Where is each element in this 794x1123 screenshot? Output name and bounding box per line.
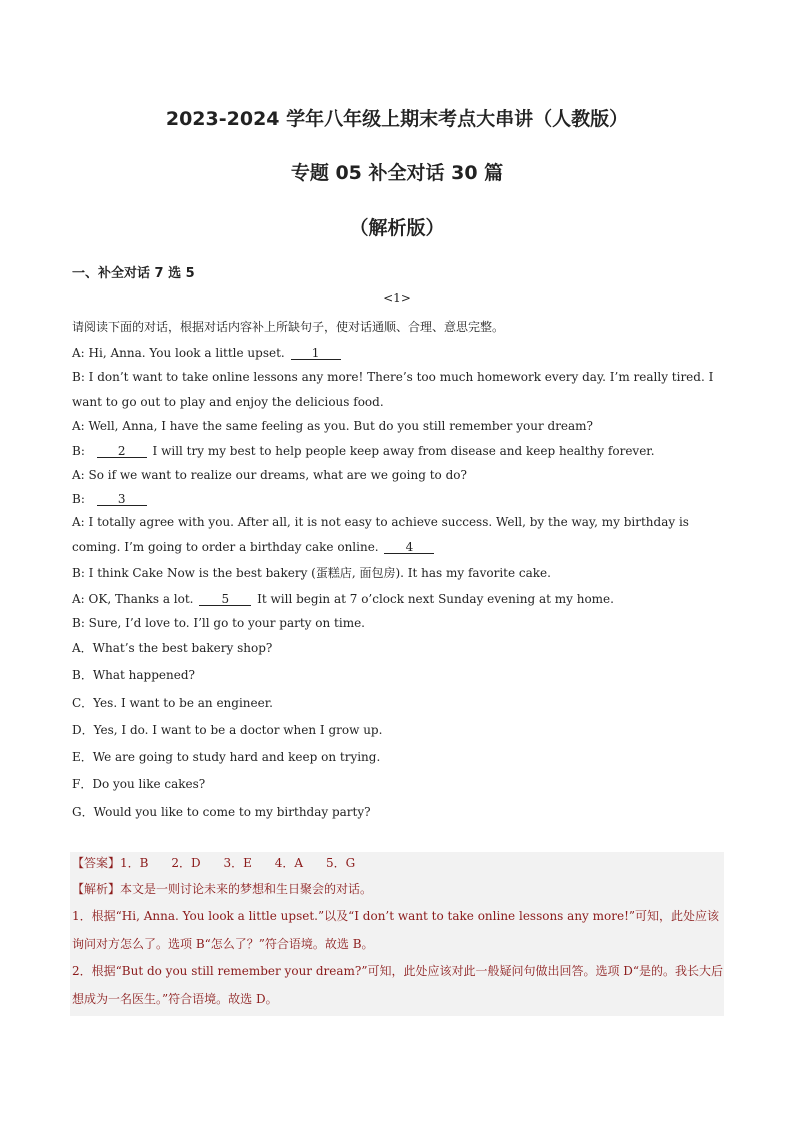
option-g: G．Would you like to come to my birthday party? [72, 805, 371, 819]
section-heading: 一、补全对话 7 选 5 [72, 266, 195, 281]
analysis-tag: 【解析】 [72, 882, 121, 896]
dialogue-line-6 [72, 492, 722, 506]
dialogue-line-1 [72, 346, 722, 360]
option-b: B．What happened? [72, 668, 195, 682]
document-title: 2023-2024 学年八年级上期末考点大串讲（人教版） [165, 108, 629, 130]
answer-blank-2: 2 [97, 445, 147, 458]
option-d: D．Yes, I do. I want to be a doctor when I grow up. [72, 723, 383, 737]
dialogue-text: A: Hi, Anna. You look a little upset. [72, 346, 285, 360]
speaker-label: B: [72, 492, 85, 506]
dialogue-line-8: B: I think Cake Now is the best bakery (蛋糕店, 面包房). It has my favorite cake. [72, 566, 551, 580]
analysis-summary: 本文是一则讨论未来的梦想和生日聚会的对话。 [120, 882, 373, 896]
dialogue-text: A: I totally agree with you. After all, it is not easy to achieve success. Well, by the way, my birthday is coming. I’m going to order a birthday cake online. [72, 515, 689, 554]
document-subtitle: 专题 05 补全对话 30 篇 [290, 162, 504, 184]
dialogue-line-9 [72, 592, 722, 606]
option-f: F．Do you like cakes? [72, 777, 206, 791]
answer-blank-5: 5 [199, 593, 251, 606]
option-a: A．What’s the best bakery shop? [72, 641, 273, 655]
analysis-line [72, 882, 724, 896]
item-number: <1> [383, 291, 411, 305]
option-e: E．We are going to study hard and keep on trying. [72, 750, 381, 764]
dialogue-text: It will begin at 7 o’clock next Sunday evening at my home. [257, 592, 614, 606]
dialogue-line-10: B: Sure, I’d love to. I’ll go to your party on time. [72, 616, 365, 630]
dialogue-line-5: A: So if we want to realize our dreams, what are we going to do? [72, 468, 467, 482]
dialogue-line-2: B: I don’t want to take online lessons any more! There’s too much homework every day. I’m really tired. I want to go out to play and enjoy the delicious food. [72, 370, 714, 409]
answer-keys: 1．B 2．D 3．E 4．A 5．G [120, 856, 356, 870]
answer-blank-3: 3 [97, 493, 147, 506]
answer-tag: 【答案】 [72, 856, 121, 870]
dialogue-text: I will try my best to help people keep away from disease and keep healthy forever. [152, 444, 655, 458]
speaker-label: B: [72, 444, 85, 458]
dialogue-line-4 [72, 444, 722, 458]
document-edition: （解析版） [349, 217, 445, 239]
answer-blank-4: 4 [384, 541, 434, 554]
option-c: C．Yes. I want to be an engineer. [72, 696, 273, 710]
dialogue-text: A: OK, Thanks a lot. [72, 592, 194, 606]
answer-blank-1: 1 [291, 347, 341, 360]
answer-line [72, 856, 724, 870]
explanation-2: 2．根据“But do you still remember your dream?”可知，此处应该对此一般疑问句做出回答。选项 D“是的。我长大后想成为一名医生。”符合语境。故选 D。 [72, 964, 724, 1006]
instruction-text: 请阅读下面的对话，根据对话内容补上所缺句子，使对话通顺、合理、意思完整。 [72, 320, 505, 334]
dialogue-line-7 [72, 510, 722, 560]
explanation-1: 1．根据“Hi, Anna. You look a little upset.”以及“I don’t want to take online lessons any more!”可知，此处应该询问对方怎么了。选项 B“怎么了？”符合语境。故选 B。 [72, 909, 720, 951]
dialogue-line-3: A: Well, Anna, I have the same feeling as you. But do you still remember your dream? [72, 419, 593, 433]
